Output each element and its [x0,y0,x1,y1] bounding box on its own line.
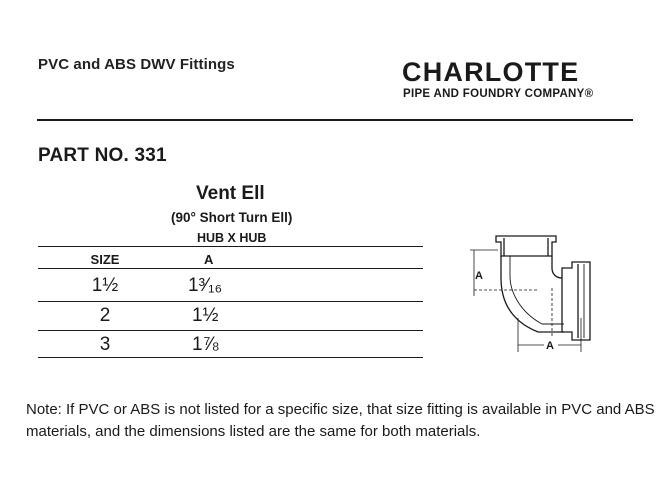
table-header-size: SIZE [90,252,120,267]
table-cell-size: 3 [99,334,111,355]
charlotte-logo: CHARLOTTE [402,57,580,87]
logo-tagline: PIPE AND FOUNDRY COMPANY® [403,88,594,100]
table-rule [38,357,423,358]
document-title: PVC and ABS DWV Fittings [38,56,235,73]
table-cell-a: 1⅞ [192,334,219,355]
table-cell-size: 2 [99,305,111,326]
fitting-subtitle: (90° Short Turn Ell) [171,210,293,225]
table-rule [38,268,423,269]
header-divider [37,119,633,121]
vent-ell-drawing-icon [468,228,608,356]
fitting-connection: HUB X HUB [197,231,267,245]
table-rule [38,246,423,247]
dimension-label-vertical: A [475,270,483,282]
table-rule [38,330,423,331]
dimension-label-horizontal: A [546,340,554,352]
table-cell-size: 1½ [91,275,119,296]
table-cell-a: 1³⁄₁₆ [188,275,223,296]
part-number: PART NO. 331 [38,145,167,166]
fitting-name: Vent Ell [196,183,265,204]
table-header-a: A [204,252,214,267]
footnote: Note: If PVC or ABS is not listed for a specific size, that size fitting is available in PVC and ABS materials, and the dimensions listed are the same for both materials. [26,401,655,440]
table-cell-a: 1½ [192,305,219,326]
table-rule [38,301,423,302]
